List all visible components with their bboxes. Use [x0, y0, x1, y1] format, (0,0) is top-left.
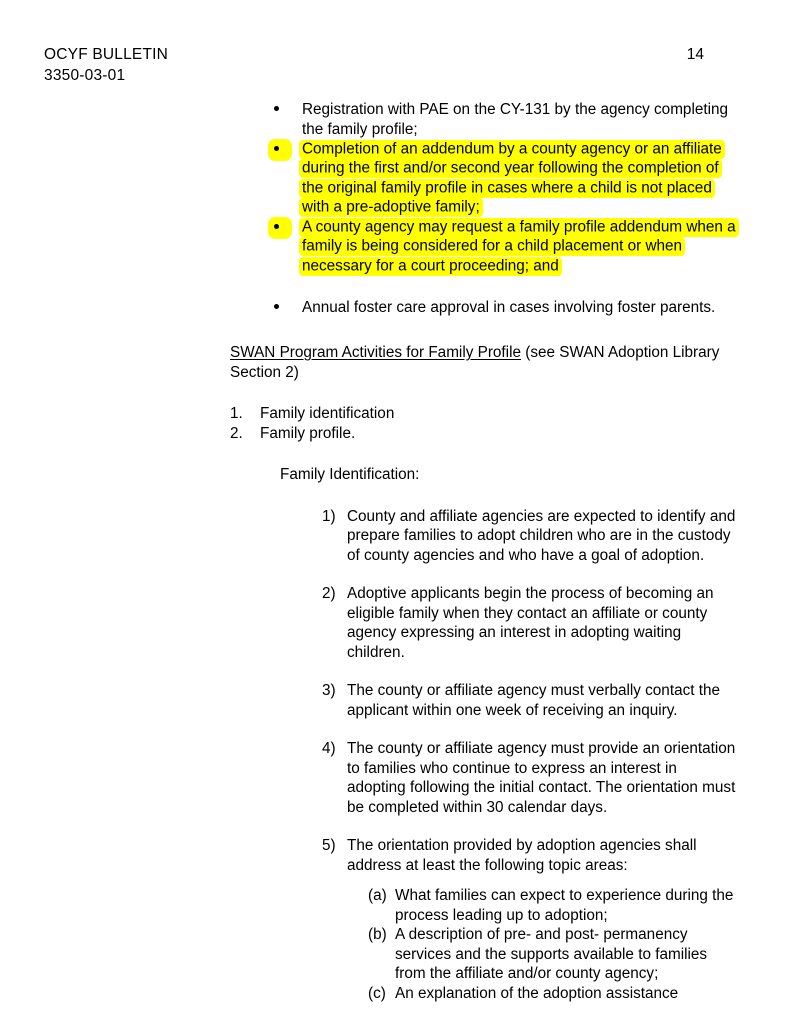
highlighted-text: family is being considered for a child placement or when [299, 237, 685, 256]
page-number: 14 [686, 46, 704, 63]
list-item-text [347, 584, 751, 662]
paren-list-item [322, 584, 751, 662]
paren-list-item [322, 739, 751, 817]
text-line: applicant within one week of receiving an inquiry. [347, 701, 678, 719]
bullet-marker-icon [268, 217, 292, 239]
spacer [230, 382, 751, 404]
text-line: County and affiliate agencies are expected to identify and [347, 507, 736, 525]
bulletin-title: OCYF BULLETIN [44, 46, 169, 63]
document-body [230, 100, 751, 1003]
list-item-text [347, 507, 751, 566]
text-line [302, 120, 751, 140]
plain-text: Registration with PAE on the CY-131 by the agency completing [302, 101, 729, 118]
text-line [302, 298, 751, 318]
paren-list-item [322, 681, 751, 720]
highlighted-text: with a pre-adoptive family; [299, 198, 483, 217]
section-heading-underlined: SWAN Program Activities for Family Profile [230, 344, 521, 361]
lettered-list-item [368, 984, 751, 1004]
bullet-dot-icon [274, 224, 279, 229]
text-line [302, 159, 751, 179]
list-letter: (c) [368, 984, 386, 1002]
text-line: from the affiliate and/or county agency; [395, 965, 659, 982]
list-item-text [395, 984, 751, 1004]
spacer [230, 317, 751, 343]
list-item-text: Family identification [260, 405, 395, 422]
text-line [302, 178, 751, 198]
paren-numbered-list [322, 507, 751, 876]
spacer [230, 443, 751, 465]
lettered-sublist [368, 886, 751, 1003]
list-number: 5) [322, 837, 336, 854]
list-item-text [347, 836, 751, 875]
text-line: to families who continue to express an interest in [347, 759, 677, 777]
plain-text: the family profile; [302, 120, 418, 138]
text-line: adopting following the initial contact. The orientation must [347, 779, 736, 796]
list-item-text [347, 681, 751, 720]
list-number: 4) [322, 740, 336, 757]
list-item-text [347, 739, 751, 817]
bullet-list [230, 100, 751, 317]
list-letter: (a) [368, 887, 387, 904]
text-line [302, 198, 751, 218]
bullet-dot-icon [274, 106, 279, 111]
sub-heading: Family Identification: [280, 466, 420, 483]
text-line: The orientation provided by adoption agencies shall [347, 837, 697, 854]
numbered-list [230, 404, 751, 443]
highlighted-text: during the first and/or second year following the completion of [299, 159, 722, 178]
text-line: process leading up to adoption; [395, 906, 608, 924]
paren-list-item [322, 836, 751, 875]
text-line: agency expressing an interest in adopting waiting [347, 624, 682, 641]
page-header [44, 44, 751, 90]
numbered-list-item [230, 404, 751, 424]
text-line [302, 139, 751, 159]
highlighted-text: necessary for a court proceeding; and [299, 257, 562, 276]
list-number: 1) [322, 507, 336, 525]
bullet-item [230, 217, 751, 276]
bullet-item [230, 139, 751, 217]
bullet-text [302, 217, 751, 276]
bullet-marker-icon [274, 100, 292, 120]
list-number: 2) [322, 585, 336, 602]
text-line: children. [347, 643, 405, 661]
list-number: 2. [230, 424, 243, 442]
bullet-dot-icon [274, 304, 279, 309]
bullet-item [230, 298, 751, 318]
list-item-text [395, 925, 751, 984]
bullet-marker-icon [274, 298, 292, 318]
text-line: address at least the following topic areas: [347, 856, 628, 874]
section-heading [230, 343, 751, 382]
text-line [302, 256, 751, 276]
highlighted-text: the original family profile in cases where a child is not placed [299, 179, 715, 198]
bullet-marker-icon [268, 139, 292, 161]
section-heading-rest: (see SWAN Adoption Library Section 2) [230, 344, 720, 381]
text-line: be completed within 30 calendar days. [347, 798, 608, 816]
spacer [230, 875, 751, 886]
list-number: 3) [322, 682, 336, 699]
plain-text: Annual foster care approval in cases involving foster parents. [302, 298, 716, 316]
text-line [302, 217, 751, 237]
text-line: Adoptive applicants begin the process of becoming an [347, 585, 714, 602]
lettered-list-item [368, 886, 751, 925]
paren-list-item [322, 507, 751, 566]
text-line: An explanation of the adoption assistance [395, 984, 679, 1002]
list-letter: (b) [368, 926, 387, 943]
list-item-text: Family profile. [260, 424, 356, 442]
text-line: eligible family when they contact an affiliate or county [347, 604, 708, 622]
text-line: A description of pre- and post- permanency [395, 926, 688, 943]
text-line: of county agencies and who have a goal of adoption. [347, 546, 705, 564]
text-line [302, 237, 751, 257]
bullet-item [230, 100, 751, 139]
text-line [302, 100, 751, 120]
text-line: services and the supports available to families [395, 945, 708, 963]
highlighted-text: A county agency may request a family profile addendum when a [299, 218, 739, 237]
list-item-text [395, 886, 751, 925]
spacer [230, 485, 751, 507]
highlighted-text: Completion of an addendum by a county agency or an affiliate [299, 140, 725, 159]
lettered-list-item [368, 925, 751, 984]
bullet-text [302, 139, 751, 217]
numbered-list-item [230, 424, 751, 444]
bullet-dot-icon [274, 146, 279, 151]
text-line: prepare families to adopt children who are in the custody [347, 527, 731, 544]
text-line: The county or affiliate agency must provide an orientation [347, 740, 736, 757]
text-line: What families can expect to experience during the [395, 887, 734, 904]
bullet-text [302, 100, 751, 139]
bullet-text [302, 298, 751, 318]
list-number: 1. [230, 405, 243, 422]
text-line: The county or affiliate agency must verbally contact the [347, 682, 720, 699]
bulletin-code: 3350-03-01 [44, 67, 126, 84]
